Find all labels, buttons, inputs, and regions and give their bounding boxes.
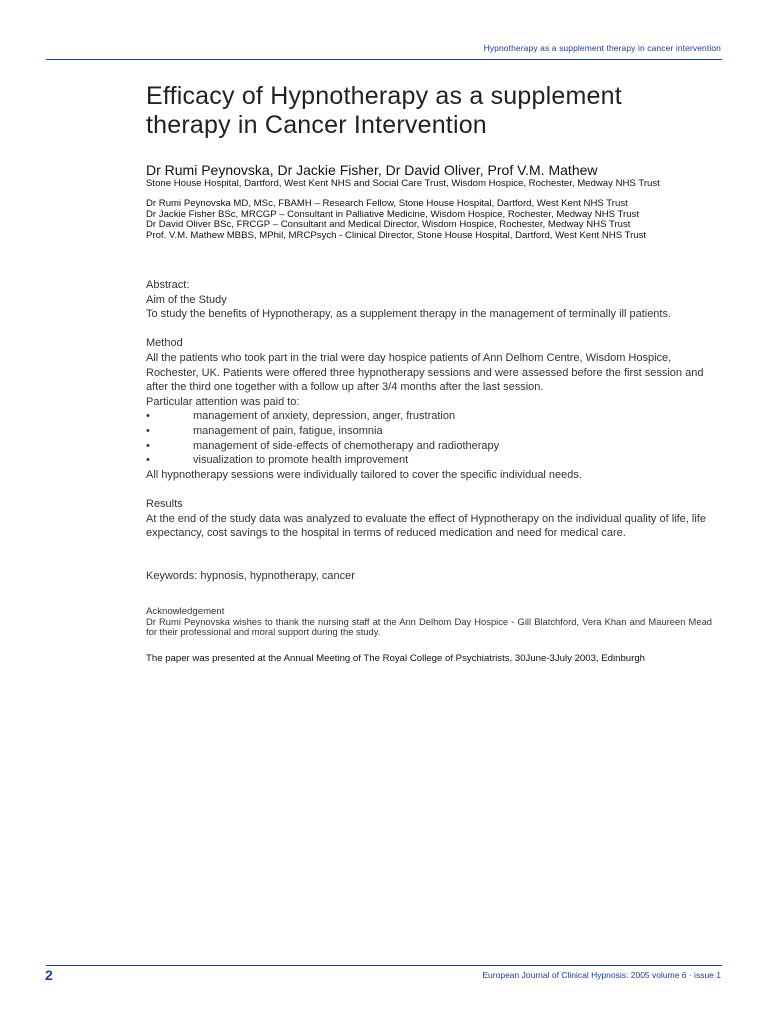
- aim-heading: Aim of the Study: [146, 293, 227, 306]
- bullet-icon: •: [146, 439, 150, 452]
- page-number: 2: [45, 967, 53, 983]
- list-item: [146, 439, 721, 454]
- footer-rule: [46, 965, 722, 966]
- credential-line: Dr Jackie Fisher BSc, MRCGP – Consultant in Palliative Medicine, Wisdom Hospice, Rochester, Medway NHS Trust: [146, 208, 640, 220]
- bullet-icon: •: [146, 454, 150, 467]
- title-line-2: therapy in Cancer Intervention: [146, 111, 487, 139]
- bullet-icon: •: [146, 424, 150, 437]
- list-item: [146, 424, 721, 439]
- bullet-icon: •: [146, 410, 150, 423]
- credential-line: Dr David Oliver BSc, FRCGP – Consultant and Medical Director, Wisdom Hospice, Rochester, Medway NHS Trust: [146, 219, 631, 230]
- article-title: [146, 82, 721, 140]
- list-item: [146, 453, 721, 468]
- list-item-text: management of pain, fatigue, insomnia: [193, 424, 383, 437]
- abstract-section: [146, 278, 721, 541]
- title-line-1: Efficacy of Hypnotherapy as a supplement: [146, 82, 622, 110]
- credential-line: Prof. V.M. Mathew MBBS, MPhil, MRCPsych - Clinical Director, Stone House Hospital, Dartford, West Kent NHS Trust: [146, 229, 647, 241]
- credential-line: Dr Rumi Peynovska MD, MSc, FBAMH – Research Fellow, Stone House Hospital, Dartford, West Kent NHS Trust: [146, 198, 628, 209]
- acknowledgement-heading: Acknowledgement: [146, 606, 225, 617]
- author-list: Dr Rumi Peynovska, Dr Jackie Fisher, Dr David Oliver, Prof V.M. Mathew: [146, 162, 598, 178]
- aim-text: To study the benefits of Hypnotherapy, as a supplement therapy in the management of terminally ill patients.: [146, 308, 672, 321]
- list-item-text: visualization to promote health improvement: [193, 454, 409, 467]
- journal-citation: European Journal of Clinical Hypnosis: 2005 volume 6 · issue 1: [482, 970, 721, 980]
- method-heading: Method: [146, 337, 183, 350]
- affiliations: Stone House Hospital, Dartford, West Kent NHS and Social Care Trust, Wisdom Hospice, Rochester, Medway NHS Trust: [146, 178, 660, 189]
- keywords: Keywords: hypnosis, hypnotherapy, cancer: [146, 570, 355, 582]
- sessions-text: All hypnotherapy sessions were individually tailored to cover the specific individual needs.: [146, 468, 582, 481]
- list-item-text: management of anxiety, depression, anger, frustration: [193, 410, 456, 423]
- presentation-note: The paper was presented at the Annual Meeting of The Royal College of Psychiatrists, 30June-3July 2003, Edinburgh: [146, 653, 646, 664]
- author-credentials: [146, 199, 721, 241]
- acknowledgement-text: Dr Rumi Peynovska wishes to thank the nursing staff at the Ann Delhom Day Hospice - Gill Blatchford, Vera Khan and Maureen Mead for their professional and moral support during the study.: [146, 616, 712, 638]
- results-heading: Results: [146, 497, 183, 510]
- list-item: [146, 409, 721, 424]
- method-text: All the patients who took part in the trial were day hospice patients of Ann Delhom Centre, Wisdom Hospice, Rochester, UK. Patients were offered three hypnotherapy sessions and were assessed before the first session and after the third one together with a follow up after 3/4 months after the last session.: [146, 351, 704, 394]
- attention-intro: Particular attention was paid to:: [146, 395, 300, 408]
- list-item-text: management of side-effects of chemotherapy and radiotherapy: [193, 439, 500, 452]
- abstract-label: Abstract:: [146, 279, 190, 291]
- header-rule: [46, 59, 722, 60]
- results-text: At the end of the study data was analyzed to evaluate the effect of Hypnotherapy on the individual quality of life, life expectancy, cost savings to the hospital in terms of reduced medication and need for medical care.: [146, 512, 706, 540]
- running-header: Hypnotherapy as a supplement therapy in cancer intervention: [483, 43, 721, 53]
